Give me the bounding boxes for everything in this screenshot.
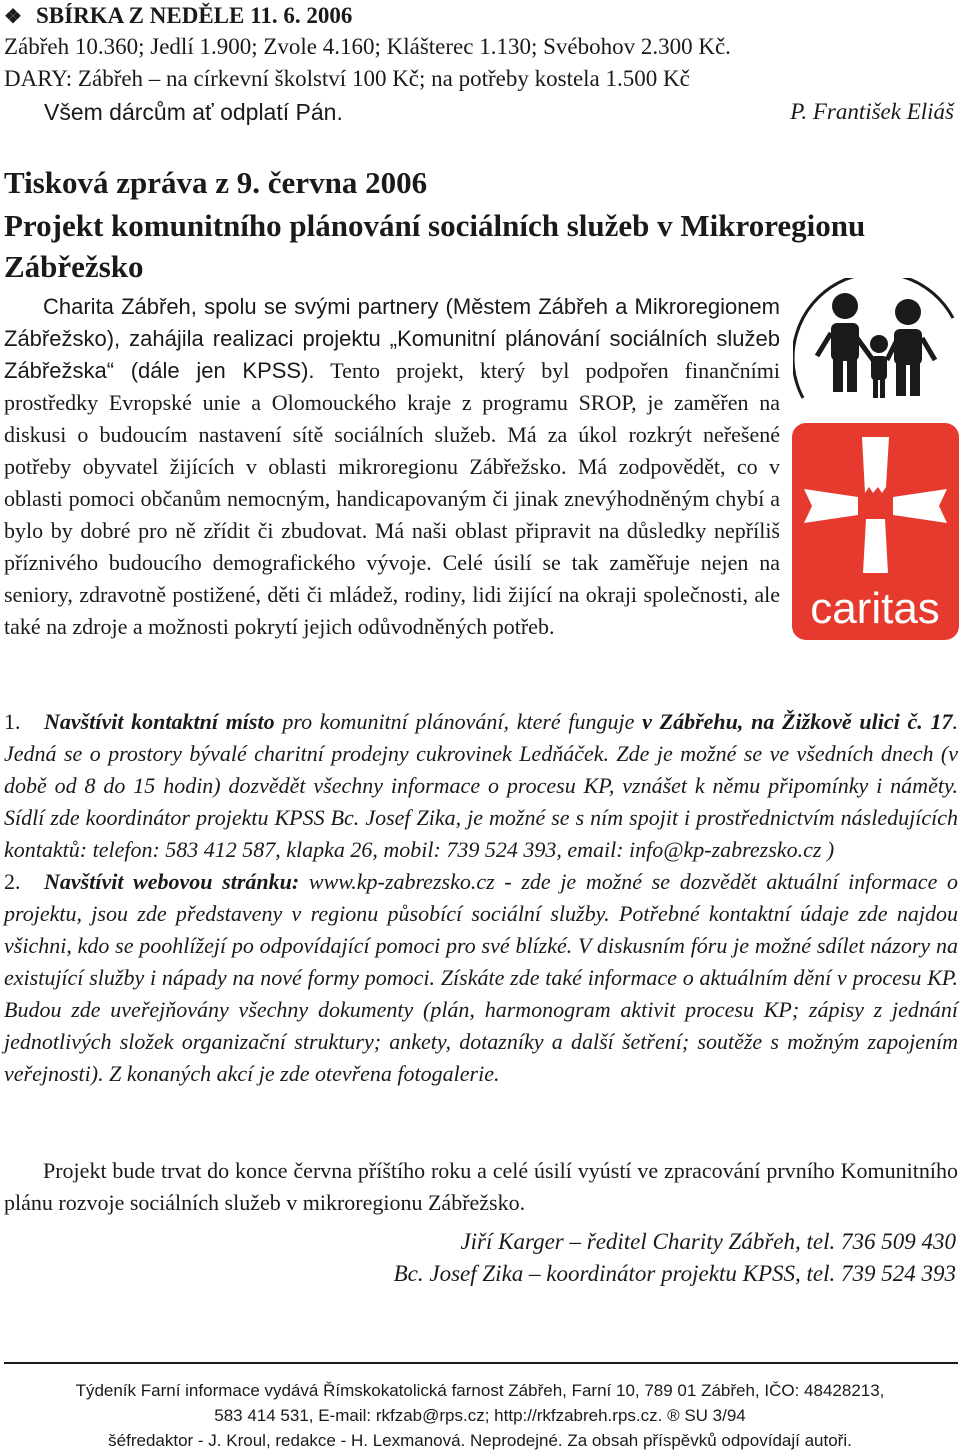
collection-title-text: SBÍRKA Z NEDĚLE 11. 6. 2006 [36, 3, 353, 28]
intro-sans-text: Charita Zábřeh, spolu se svými partnery (Městem Zábřeh a Mikroregionem Zábřežsko), zahájila realizaci projektu „Komunitní plánování sociálních služeb Zábřežska“ (dále jen KPSS). [4, 294, 780, 383]
footer-line: šéfredaktor - J. Kroul, redakce - H. Lexmanová. Neprodejné. Za obsah příspěvků odpovídají autoři. [108, 1431, 852, 1450]
footer-line: Týdeník Farní informace vydává Římskokatolická farnost Zábřeh, Farní 10, 789 01 Zábřeh, IČO: 48428213, [75, 1381, 885, 1400]
project-title: Projekt komunitního plánování sociálních služeb v Mikroregionu Zábřežsko [4, 208, 866, 284]
press-heading: Tisková zpráva z 9. června 2006 [4, 165, 428, 200]
list-item [4, 866, 958, 1090]
diamond-bullet-icon: ❖ [4, 6, 22, 28]
list-text: . Jedná se o prostory bývalé charitní prodejny cukrovinek Ledňáček. Zde je možné se ve všedních dnech (v době od 8 do 15 hodin) dozvědět všechny informace o procesu KP, vznášet k němu připomínky i náměty. Sídlí zde koordinátor projektu KPSS Bc. Josef Zika, je možné se s ním spojit i prostřednictvím následujících kontaktů: telefon: 583 412 587, klapka 26, mobil: 739 524 393, email: info@kp-zabrezsko.cz ) [4, 709, 958, 862]
collection-title [4, 3, 352, 29]
list-lead: Navštívit kontaktní místo [44, 709, 275, 734]
caritas-logo [792, 423, 959, 640]
list-lead: Navštívit webovou stránku: [44, 869, 300, 894]
signature-zika: Bc. Josef Zika – koordinátor projektu KPSS, tel. 739 524 393 [393, 1261, 956, 1286]
collection-thanks: Všem dárcům ať odplatí Pán. [44, 99, 343, 125]
collection-signature: P. František Eliáš [790, 99, 954, 124]
footer-divider [4, 1362, 958, 1364]
action-list [4, 706, 958, 1090]
list-item [4, 706, 958, 866]
list-text: www.kp-zabrezsko.cz - zde je možné se dozvědět aktuální informace o projektu, jsou zde představeny v regionu působící sociální služby. Potřebné kontaktní údaje zde najdou všichni, kdo se poohlížejí po odpovídající pomoci pro své blízké. V diskusním fóru je možné sdílet názory na existující služby i nápady na nové formy pomoci. Získáte zde také informace o aktuálním dění v procesu KP. Budou zde uveřejňovány všechny dokumenty (plán, harmonogram aktivit procesu KP; zápisy z jednání jednotlivých složek organizační struktury; ankety, dotazníky a další šetření; soutěže s možným zapojením veřejnosti). Z konaných akcí je zde otevřena fotogalerie. [4, 869, 958, 1086]
list-place: v Zábřehu, na Žižkově ulici č. 17 [642, 709, 953, 734]
collection-amounts: Zábřeh 10.360; Jedlí 1.900; Zvole 4.160; Klášterec 1.130; Svébohov 2.300 Kč. [4, 34, 731, 59]
list-text: pro komunitní plánování, které funguje [274, 709, 643, 734]
intro-serif-text: Tento projekt, který byl podpořen finančními prostředky Evropské unie a Olomouckého kraje z programu SROP, je zaměřen na diskusi o budoucím nastavení sítě sociálních služeb. Má za úkol rozkrýt neřešené potřeby obyvatel žijících v oblasti mikroregionu Zábřežsko. Má zodpovědět, co v oblasti pomoci občanům nemocným, handicapovaným či jinak znevýhodněným chybí a bylo by dobré pro ně zřídit či zbudovat. Má naši oblast připravit na důsledky nepříliš příznivého budoucího demografického vývoje. Celé úsilí se tak zaměřuje nejen na seniory, zdravotně postižené, děti či mládež, rodiny, lidi žijící na okraji společnosti, ale také na zdroje a možnosti pokrytí jejich odůvodněných potřeb. [4, 358, 780, 639]
collection-gifts: DARY: Zábřeh – na církevní školství 100 Kč; na potřeby kostela 1.500 Kč [4, 66, 690, 91]
footer-line: 583 414 531, E-mail: rkfzab@rps.cz; http://rkfzabreh.rps.cz. ® SU 3/94 [214, 1406, 746, 1425]
footer [0, 1378, 960, 1453]
closing-paragraph [4, 1155, 958, 1219]
people-holding-hands-icon [793, 278, 959, 418]
list-number: 2. [4, 869, 21, 894]
intro-paragraph [4, 291, 780, 643]
closing-text: Projekt bude trvat do konce června příštího roku a celé úsilí vyústí ve zpracování prvního Komunitního plánu rozvoje sociálních služeb v mikroregionu Zábřežsko. [4, 1158, 958, 1215]
caritas-logo-text: caritas [810, 584, 940, 633]
list-number: 1. [4, 709, 21, 734]
signature-karger: Jiří Karger – ředitel Charity Zábřeh, tel. 736 509 430 [460, 1229, 956, 1254]
